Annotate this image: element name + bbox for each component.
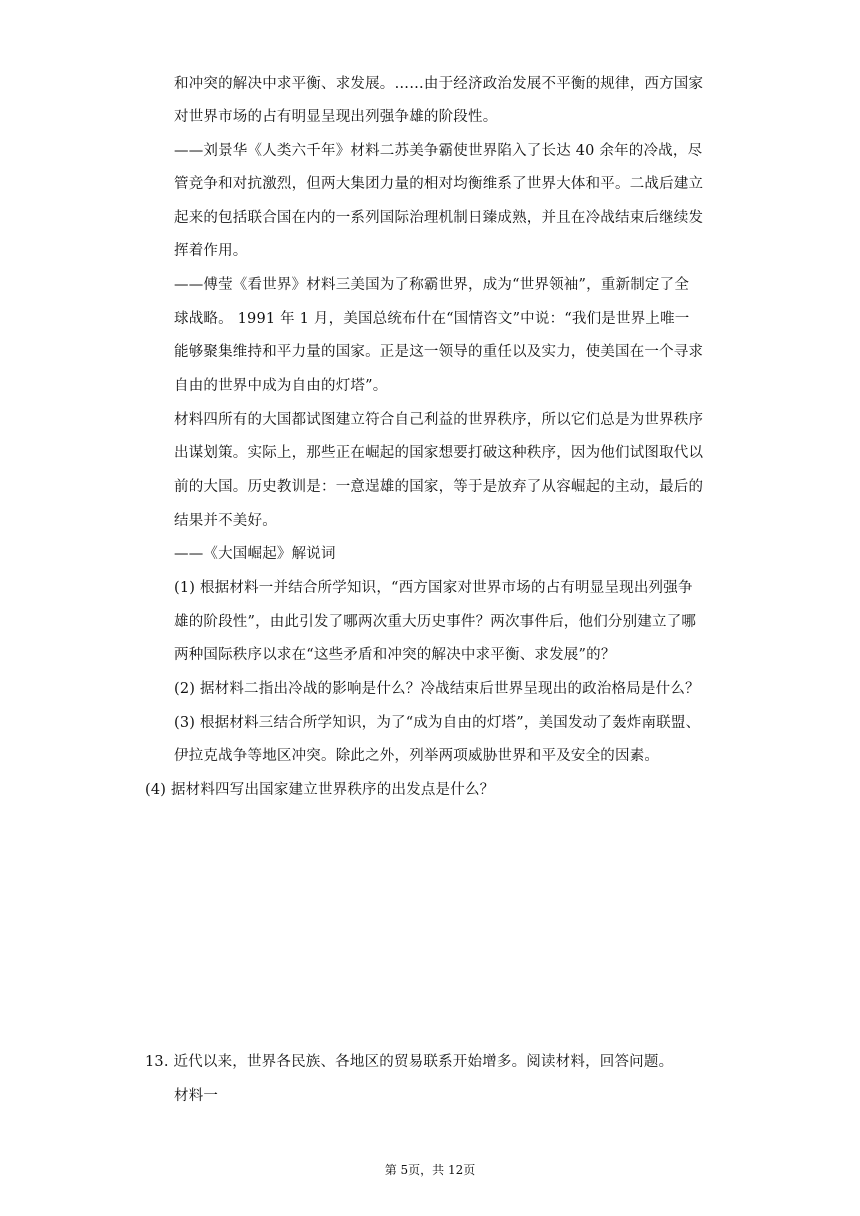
- text-line: ——傅莹《看世界》材料三美国为了称霸世界，成为“世界领袖”，重新制定了全: [174, 277, 690, 293]
- question-1-cont: 两种国际秩序以求在“这些矛盾和冲突的解决中求平衡、求发展”的？: [174, 647, 616, 663]
- question-2: (2) 据材料二指出冷战的影响是什么？冷战结束后世界呈现出的政治格局是什么？: [174, 681, 700, 697]
- text-line: 挥着作用。: [174, 243, 248, 259]
- text-line: ——刘景华《人类六千年》材料二苏美争霸使世界陷入了长达 40 余年的冷战，尽: [174, 143, 703, 159]
- text-line: 对世界市场的占有明显呈现出列强争雄的阶段性。: [174, 109, 498, 125]
- material-label: 材料一: [174, 1088, 219, 1104]
- text-line: 和冲突的解决中求平衡、求发展。……由于经济政治发展不平衡的规律，西方国家: [174, 76, 704, 92]
- text-line: 球战略。 1991 年 1 月，美国总统布什在“国情咨文”中说：“我们是世界上唯一: [174, 311, 690, 327]
- text-line: 出谋划策。实际上，那些正在崛起的国家想要打破这种秩序，因为他们试图取代以: [174, 445, 704, 461]
- question-3: (3) 根据材料三结合所学知识，为了“成为自由的灯塔”，美国发动了轰炸南联盟、: [174, 715, 701, 731]
- text-line: 自由的世界中成为自由的灯塔”。: [174, 378, 388, 394]
- text-line: 能够聚集维持和平力量的国家。正是这一领导的重任以及实力，使美国在一个寻求: [174, 344, 704, 360]
- question-4: (4) 据材料四写出国家建立世界秩序的出发点是什么？: [145, 782, 495, 798]
- question-13: 13. 近代以来，世界各民族、各地区的贸易联系开始增多。阅读材料，回答问题。: [145, 1054, 674, 1070]
- text-line: 材料四所有的大国都试图建立符合自己利益的世界秩序，所以它们总是为世界秩序: [174, 412, 704, 428]
- page-footer: 第 5页，共 12页: [384, 1163, 476, 1177]
- text-line: 管竞争和对抗激烈，但两大集团力量的相对均衡维系了世界大体和平。二战后建立: [174, 176, 704, 192]
- text-line: 结果并不美好。: [174, 513, 277, 529]
- text-line: 前的大国。历史教训是：一意逞雄的国家，等于是放弃了从容崛起的主动，最后的: [174, 479, 704, 495]
- question-1-cont: 雄的阶段性”，由此引发了哪两次重大历史事件？两次事件后，他们分别建立了哪: [174, 614, 697, 630]
- source-citation: ——《大国崛起》解说词: [174, 546, 336, 562]
- question-3-cont: 伊拉克战争等地区冲突。除此之外，列举两项威胁世界和平及安全的因素。: [174, 748, 660, 764]
- text-line: 起来的包括联合国在内的一系列国际治理机制日臻成熟，并且在冷战结束后继续发: [174, 210, 704, 226]
- question-1: (1) 根据材料一并结合所学知识，“西方国家对世界市场的占有明显呈现出列强争: [174, 580, 693, 596]
